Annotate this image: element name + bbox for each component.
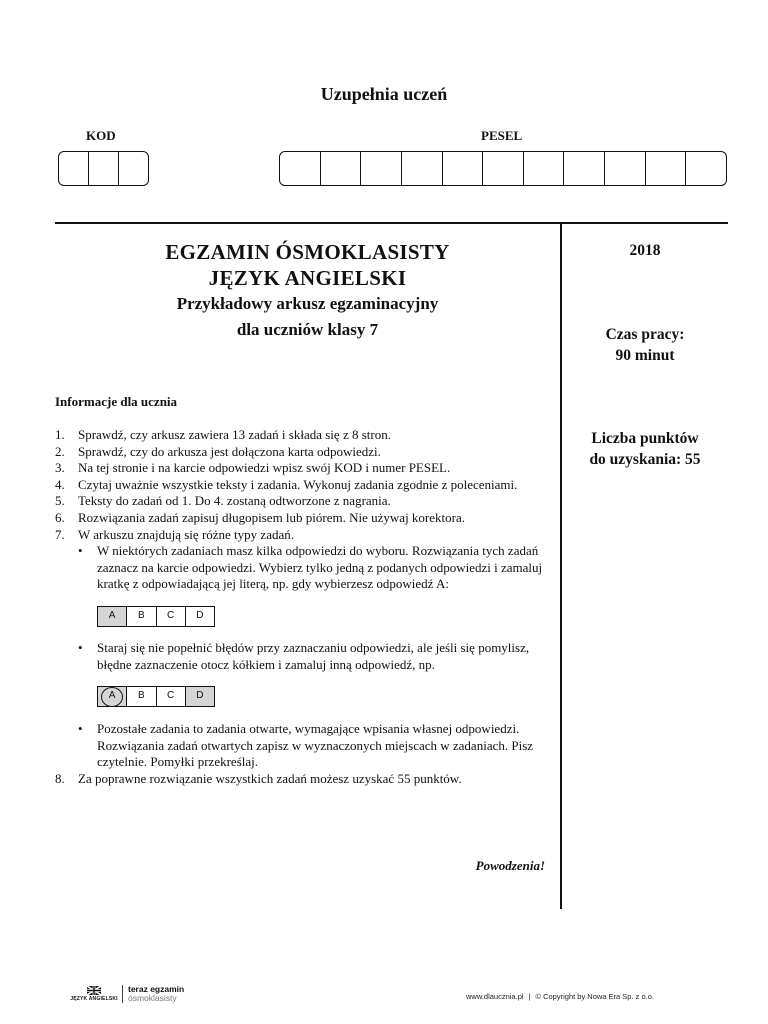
list-item [55,477,555,494]
item-number: 5. [55,493,65,509]
language-badge [70,986,118,1002]
horizontal-divider [55,222,728,224]
time-label: Czas pracy: [605,326,685,343]
kod-digit-box[interactable] [119,152,148,185]
pesel-digit-box[interactable] [443,152,484,185]
bullet-item [78,721,555,771]
bullet-text: W niektórych zadaniach masz kilka odpowiedzi do wyboru. Rozwiązania tych zadań zaznacz na karcie odpowiedzi. Wybierz tylko jedną z podanych odpowiedzi i zamaluj kratkę z odpowiadającą jej literą, np. gdy wybierzesz odpowiedź A: [97,543,543,592]
item-number: 3. [55,460,65,476]
bullet-item [78,543,555,593]
points-value: do uzyskania: 55 [589,451,701,468]
list-item [55,493,555,510]
points-info [562,428,728,470]
pesel-digit-box[interactable] [483,152,524,185]
time-info [562,324,728,366]
answer-option-a: A [98,687,127,706]
exam-title: EGZAMIN ÓSMOKLASISTY [165,240,450,264]
exam-year: 2018 [629,242,661,259]
bullet-item [78,640,555,673]
item-number: 8. [55,770,65,786]
pesel-digit-box[interactable] [280,152,321,185]
item-number: 7. [55,526,65,542]
item-text: Czytaj uważnie wszystkie teksty i zadania. Wykonuj zadania zgodnie z poleceniami. [78,476,518,492]
footer-credits [466,992,654,1001]
language-label: JĘZYK ANGIELSKI [70,996,118,1002]
pesel-label: PESEL [481,128,523,143]
pesel-input-boxes[interactable] [279,151,727,186]
footer-separator: | [528,992,531,1001]
pesel-digit-box[interactable] [564,152,605,185]
student-fill-heading: Uzupełnia uczeń [320,84,448,104]
item-number: 6. [55,509,65,525]
exam-subtitle: Przykładowy arkusz egzaminacyjny [176,294,439,313]
answer-option-c: C [157,687,186,706]
bullet-icon: • [78,721,83,737]
time-value: 90 minut [615,347,675,364]
answer-option-b: B [127,607,156,626]
item-number: 2. [55,443,65,459]
answer-option-c: C [157,607,186,626]
pesel-digit-box[interactable] [402,152,443,185]
answer-example-corrected [97,686,215,707]
answer-option-a: A [98,607,127,626]
points-label: Liczba punktów [591,430,699,447]
logo-separator [122,985,123,1003]
pesel-digit-box[interactable] [321,152,362,185]
pesel-digit-box[interactable] [605,152,646,185]
bullet-icon: • [78,543,83,559]
kod-digit-box[interactable] [59,152,89,185]
good-luck-text: Powodzenia! [475,858,545,873]
website-link[interactable]: www.dlaucznia.pl [466,992,524,1001]
item-number: 1. [55,427,65,442]
item-text: Za poprawne rozwiązanie wszystkich zadań możesz uzyskać 55 punktów. [78,770,462,786]
item-text: Sprawdź, czy arkusz zawiera 13 zadań i składa się z 8 stron. [78,427,391,442]
publisher-logo [70,985,184,1003]
brand-line-2: ósmoklasisty [128,993,177,1003]
kod-label: KOD [86,128,116,143]
brand-wordmark [128,985,184,1003]
bullet-text: Pozostałe zadania to zadania otwarte, wymagające wpisania własnej odpowiedzi. Rozwiązania zadań otwartych zapisz w wyznaczonych miejscach w zadaniach. Pisz czytelnie. Pomyłki przekreślaj. [97,721,534,770]
item-text: W arkuszu znajdują się różne typy zadań. [78,526,294,542]
copyright-text: © Copyright by Nowa Era Sp. z o.o. [535,992,654,1001]
answer-example-filled [97,606,215,627]
pesel-digit-box[interactable] [646,152,687,185]
item-text: Rozwiązania zadań zapisuj długopisem lub piórem. Nie używaj korektora. [78,509,465,525]
answer-option-d: D [186,687,214,706]
answer-option-b: B [127,687,156,706]
list-item [55,444,555,461]
item-text: Sprawdź, czy do arkusza jest dołączona karta odpowiedzi. [78,443,381,459]
list-item [55,460,555,477]
list-item [55,527,555,544]
info-heading: Informacje dla ucznia [55,394,178,409]
item-text: Na tej stronie i na karcie odpowiedzi wpisz swój KOD i numer PESEL. [78,460,451,476]
list-item [55,427,555,444]
bullet-icon: • [78,639,83,655]
list-item [55,771,555,788]
pesel-digit-box[interactable] [686,152,726,185]
exam-grade: dla uczniów klasy 7 [236,320,379,339]
item-number: 4. [55,476,65,492]
pesel-digit-box[interactable] [361,152,402,185]
bullet-text: Staraj się nie popełnić błędów przy zaznaczaniu odpowiedzi, ale jeśli się pomylisz, błędne zaznaczenie otocz kółkiem i zamaluj inną odpowiedź, np. [97,639,530,672]
brand-line-1: teraz egzamin [128,984,185,994]
answer-option-d: D [196,610,204,622]
kod-input-boxes[interactable] [58,151,149,186]
exam-subject: JĘZYK ANGIELSKI [208,266,407,290]
pesel-digit-box[interactable] [524,152,565,185]
instructions-list [55,427,555,788]
uk-flag-icon [87,986,101,995]
kod-digit-box[interactable] [89,152,119,185]
list-item [55,510,555,527]
item-text: Teksty do zadań od 1. Do 4. zostaną odtworzone z nagrania. [78,493,391,509]
